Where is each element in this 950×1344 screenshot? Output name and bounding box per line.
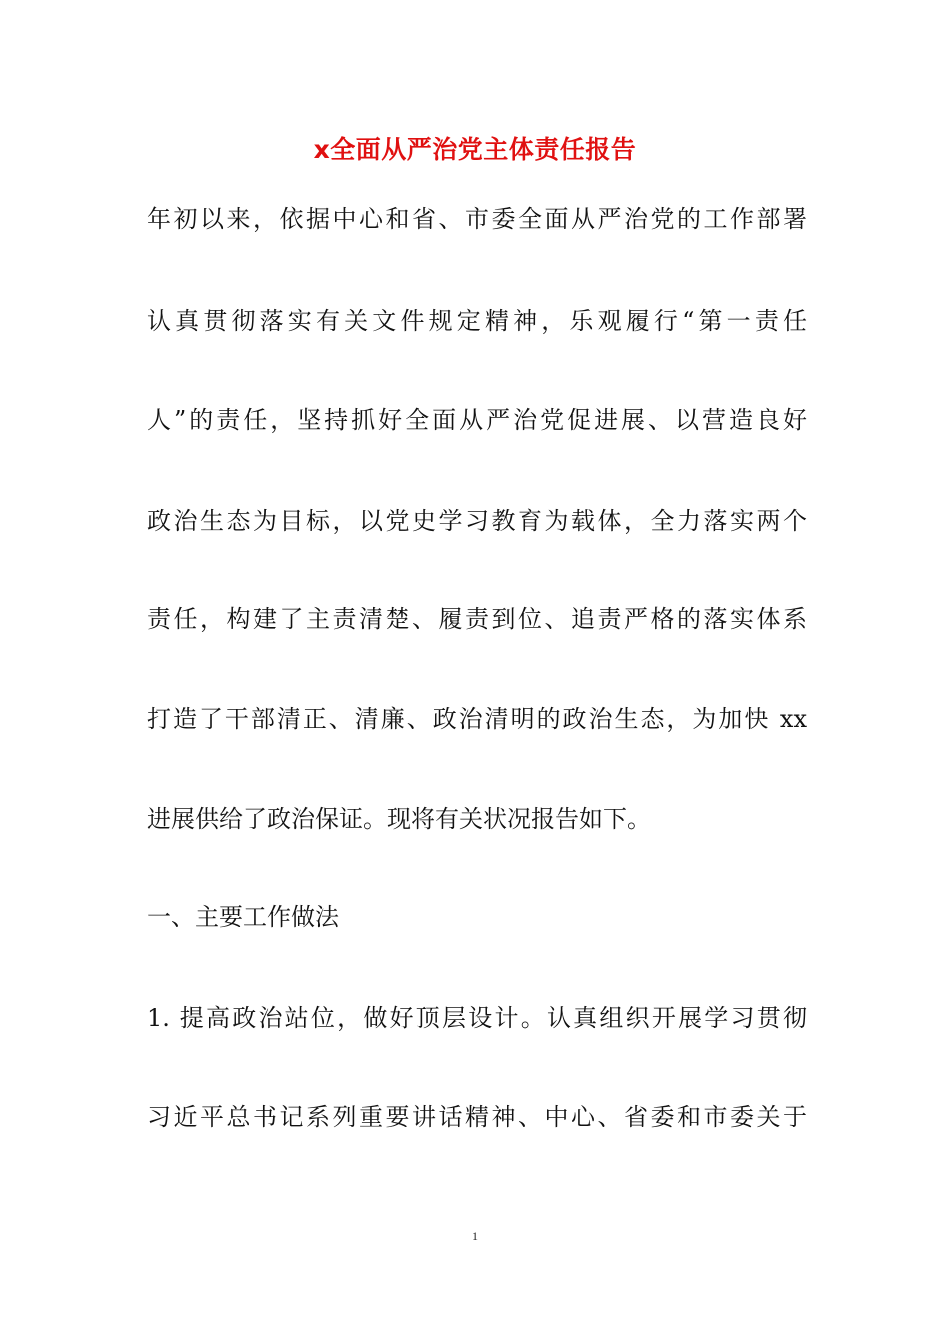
paragraph-line: 年初以来，依据中心和省、市委全面从严治党的工作部署 [147,205,807,233]
document-title: x全面从严治党主体责任报告 [313,135,637,164]
paragraph-line: 进展供给了政治保证。现将有关状况报告如下。 [147,805,651,833]
paragraph-line: 政治生态为目标，以党史学习教育为载体，全力落实两个 [147,507,807,535]
paragraph-line: 打造了干部清正、清廉、政治清明的政治生态，为加快 xx [147,705,807,733]
paragraph-line: 习近平总书记系列重要讲话精神、中心、省委和市委关于 [147,1103,807,1131]
paragraph-line: 认真贯彻落实有关文件规定精神，乐观履行“第一责任 [147,307,807,335]
section-heading: 一、主要工作做法 [147,903,339,931]
page-number: 1 [472,1229,478,1243]
paragraph-line: 责任，构建了主责清楚、履责到位、追责严格的落实体系 [147,605,807,633]
paragraph-line: 人”的责任，坚持抓好全面从严治党促进展、以营造良好 [147,406,807,434]
paragraph-line: 1. 提高政治站位，做好顶层设计。认真组织开展学习贯彻 [147,1004,807,1032]
